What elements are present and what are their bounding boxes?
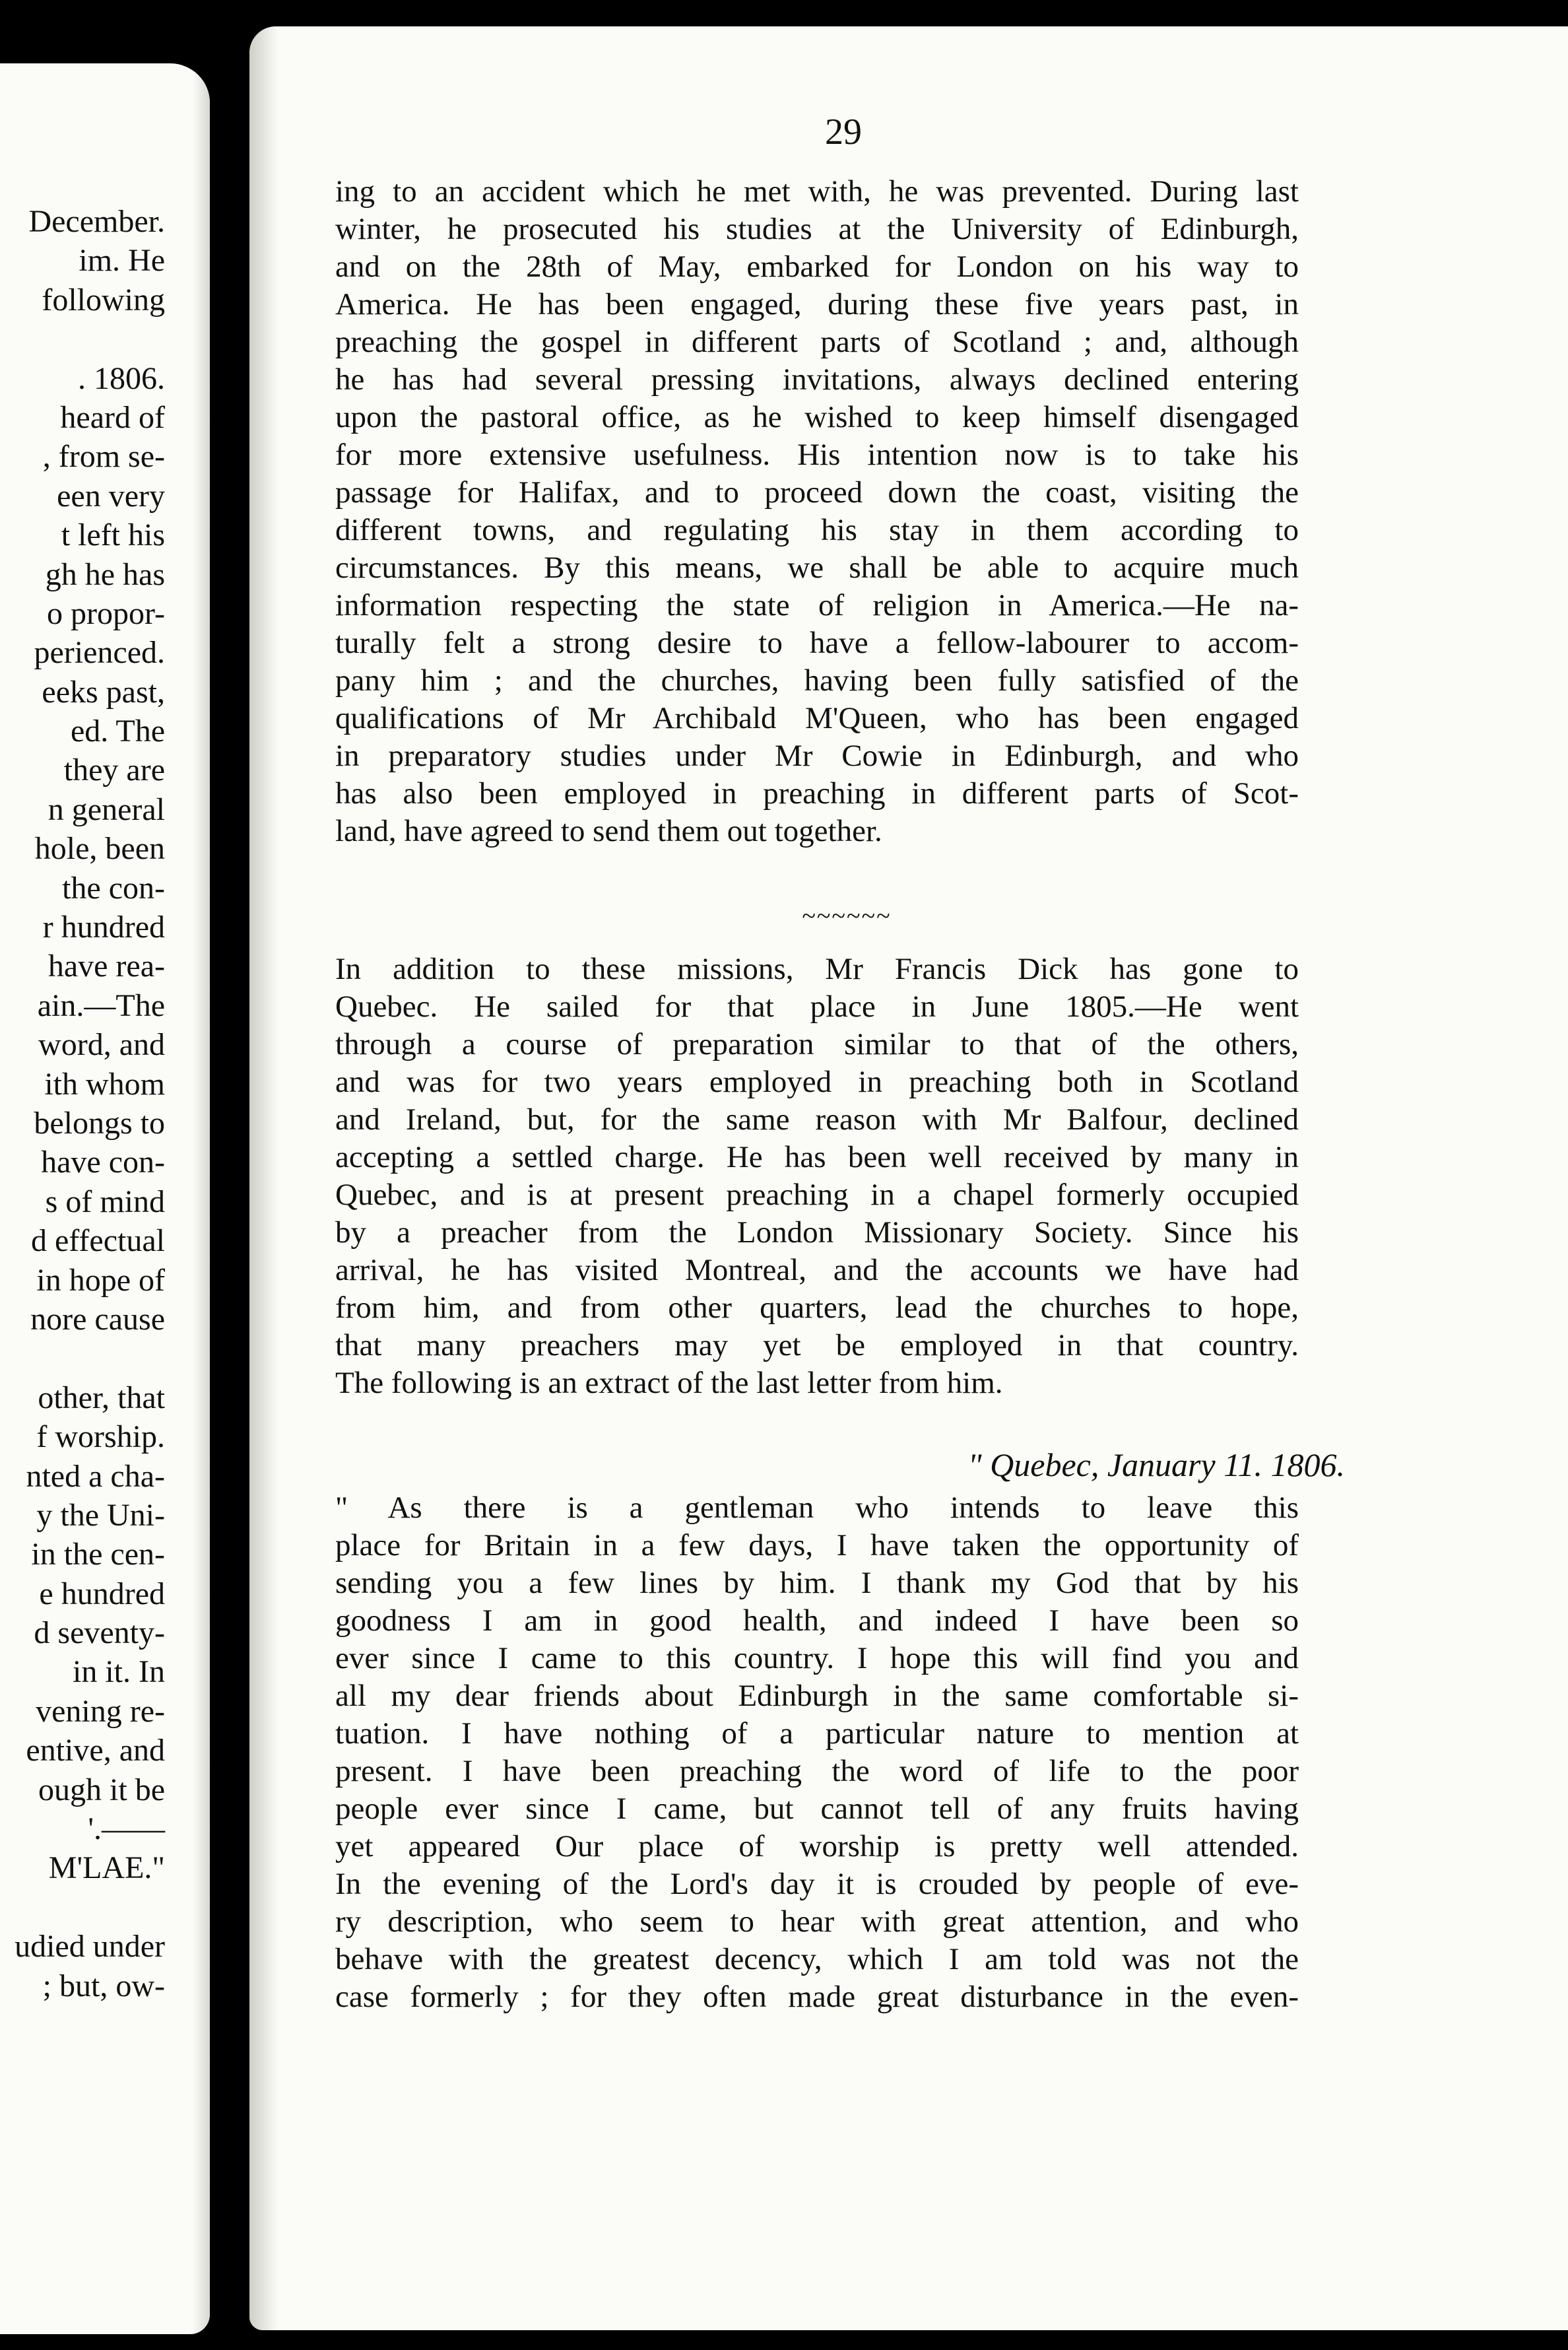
left-page-line: t left his <box>61 518 165 553</box>
text-line: yet appeared Our place of worship is pretty well attended. <box>335 1829 1299 1863</box>
text-line: people ever since I came, but cannot tell of any fruits having <box>335 1792 1299 1826</box>
text-line: for more extensive usefulness. His intention now is to take his <box>335 438 1299 472</box>
text-line: Quebec. He sailed for that place in June 1805.—He went <box>335 990 1299 1024</box>
left-page-line <box>0 1339 165 1378</box>
left-page-line: , from se- <box>42 439 165 475</box>
left-page-line: vening re- <box>36 1693 165 1729</box>
left-page-line: have con- <box>41 1145 165 1180</box>
text-line: and on the 28th of May, embarked for London on his way to <box>335 250 1299 284</box>
text-line: pany him ; and the churches, having been fully satisfied of the <box>335 663 1299 698</box>
left-page-line: nted a cha- <box>26 1458 165 1494</box>
left-page-line <box>0 1888 165 1927</box>
left-page-line: the con- <box>62 870 165 906</box>
text-line: through a course of preparation similar to that of the others, <box>335 1027 1299 1061</box>
text-line: winter, he prosecuted his studies at the University of Edinburgh, <box>335 212 1299 246</box>
text-line: preaching the gospel in different parts of Scotland ; and, although <box>335 325 1299 359</box>
left-page <box>0 63 210 2334</box>
left-page-line: belongs to <box>34 1105 165 1141</box>
text-line: sending you a few lines by him. I thank my God that by his <box>335 1566 1299 1600</box>
left-page-line: in hope of <box>36 1262 165 1298</box>
text-line: case formerly ; for they often made great disturbance in the even- <box>335 1980 1299 2014</box>
main-page <box>249 26 1568 2330</box>
text-line: present. I have been preaching the word of life to the poor <box>335 1754 1299 1788</box>
left-page-line: ith whom <box>44 1066 165 1102</box>
text-line: from him, and from other quarters, lead the churches to hope, <box>335 1291 1299 1325</box>
left-page-line: heard of <box>60 399 165 435</box>
left-page-line: entive, and <box>26 1733 165 1768</box>
left-page-line: word, and <box>38 1027 165 1063</box>
text-line: arrival, he has visited Montreal, and the accounts we have had <box>335 1253 1299 1287</box>
text-line: upon the pastoral office, as he wished to keep himself disengaged <box>335 400 1299 434</box>
left-page-line: perienced. <box>34 635 165 671</box>
text-line: Quebec, and is at present preaching in a chapel formerly occupied <box>335 1178 1299 1212</box>
text-line: land, have agreed to send them out together. <box>335 814 882 848</box>
text-line: qualifications of Mr Archibald M'Queen, who has been engaged <box>335 701 1299 735</box>
left-page-line: following <box>42 282 165 318</box>
left-page-line: o propor- <box>47 595 165 631</box>
paragraph-francis-dick <box>335 951 1299 1402</box>
left-page-line: gh he has <box>45 556 165 592</box>
left-page-line: im. He <box>79 243 165 279</box>
left-page-text <box>0 202 165 2005</box>
letter-dateline: " Quebec, January 11. 1806. <box>967 1446 1345 1483</box>
text-line: circumstances. By this means, we shall be able to acquire much <box>335 551 1299 585</box>
left-page-line: nore cause <box>30 1301 165 1337</box>
text-line: different towns, and regulating his stay in them according to <box>335 513 1299 547</box>
text-line: America. He has been engaged, during these five years past, in <box>335 287 1299 321</box>
left-page-line: ough it be <box>38 1772 165 1807</box>
left-page-line: in the cen- <box>31 1537 165 1572</box>
text-line: place for Britain in a few days, I have taken the opportunity of <box>335 1528 1299 1562</box>
left-page-line: f worship. <box>36 1419 165 1455</box>
left-page-line: een very <box>57 478 165 514</box>
left-page-line: other, that <box>38 1380 165 1415</box>
text-line: " As there is a gentleman who intends to leave this <box>335 1491 1299 1525</box>
left-page-line: d effectual <box>31 1223 165 1259</box>
text-line: in preparatory studies under Mr Cowie in Edinburgh, and who <box>335 739 1299 773</box>
text-line: he has had several pressing invitations, always declined entering <box>335 362 1299 397</box>
left-page-line: d seventy- <box>34 1615 165 1651</box>
text-line: passage for Halifax, and to proceed down the coast, visiting the <box>335 475 1299 510</box>
left-page-line: M'LAE." <box>48 1850 165 1886</box>
page-gutter-shadow <box>249 26 278 2330</box>
left-page-line: n general <box>48 791 165 827</box>
left-page-line: have rea- <box>48 949 165 984</box>
left-page-line: udied under <box>15 1929 165 1964</box>
left-page-line: ed. The <box>70 714 165 749</box>
page-fold-shadow <box>193 63 210 2334</box>
text-line: tuation. I have nothing of a particular nature to mention at <box>335 1716 1299 1751</box>
text-line: all my dear friends about Edinburgh in the same comfortable si- <box>335 1679 1299 1713</box>
left-page-line: hole, been <box>34 831 165 867</box>
section-ornament: ~~~~~~ <box>802 902 892 930</box>
paragraph-quebec-letter <box>335 1489 1299 2016</box>
text-line: ry description, who seem to hear with great attention, and who <box>335 1904 1299 1939</box>
text-line: and Ireland, but, for the same reason with Mr Balfour, declined <box>335 1102 1299 1137</box>
left-page-line: ; but, ow- <box>42 1968 165 2003</box>
left-page-line: they are <box>63 753 165 788</box>
text-line: has also been employed in preaching in different parts of Scot- <box>335 776 1299 811</box>
text-line: goodness I am in good health, and indeed I have been so <box>335 1603 1299 1638</box>
text-line: In addition to these missions, Mr Francis Dick has gone to <box>335 952 1299 986</box>
text-line: accepting a settled charge. He has been well received by many in <box>335 1140 1299 1174</box>
text-line: In the evening of the Lord's day it is crouded by people of eve- <box>335 1867 1299 1901</box>
text-line: information respecting the state of religion in America.—He na- <box>335 588 1299 622</box>
left-page-line: '.—— <box>88 1811 165 1847</box>
page-number: 29 <box>825 112 862 152</box>
left-page-line: ain.—The <box>37 988 165 1023</box>
text-line: by a preacher from the London Missionary Society. Since his <box>335 1215 1299 1250</box>
left-page-line: in it. In <box>73 1654 165 1690</box>
left-page-line: s of mind <box>45 1184 165 1219</box>
text-line: The following is an extract of the last letter from him. <box>335 1366 1003 1400</box>
left-page-line: y the Uni- <box>36 1497 165 1533</box>
left-page-line: eeks past, <box>42 674 165 710</box>
text-line: and was for two years employed in preaching both in Scotland <box>335 1065 1299 1099</box>
text-line: behave with the greatest decency, which I am told was not the <box>335 1942 1299 1976</box>
left-page-line: December. <box>28 204 165 239</box>
text-line: ever since I came to this country. I hope this will find you and <box>335 1641 1299 1675</box>
text-line: that many preachers may yet be employed in that country. <box>335 1328 1299 1362</box>
left-page-line <box>0 319 165 358</box>
left-page-line: . 1806. <box>78 360 165 396</box>
left-page-line: r hundred <box>42 910 165 945</box>
text-line: ing to an accident which he met with, he was prevented. During last <box>335 174 1299 209</box>
paragraph-balfour-departure <box>335 173 1299 850</box>
text-line: turally felt a strong desire to have a fellow-labourer to accom- <box>335 626 1299 660</box>
left-page-line: e hundred <box>39 1576 165 1611</box>
